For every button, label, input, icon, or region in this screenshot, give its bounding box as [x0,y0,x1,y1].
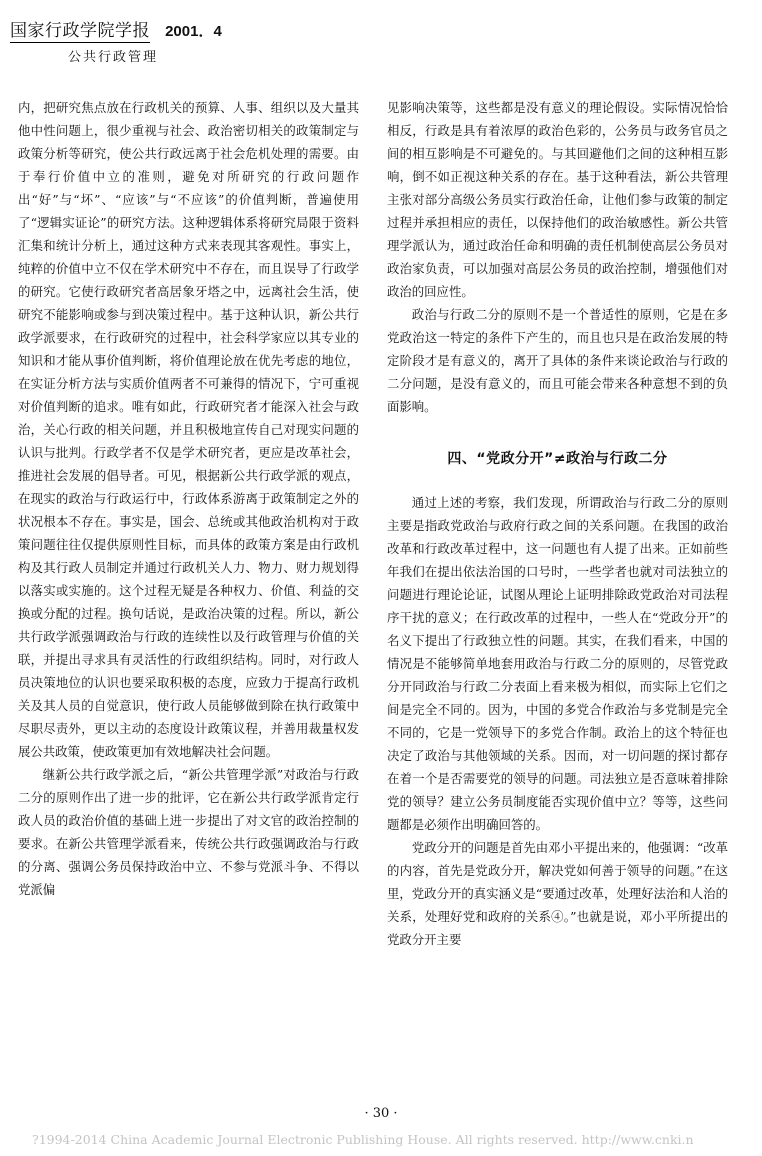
right-column [387,96,728,951]
issue-number: 2001．4 [165,23,222,40]
paragraph: 见影响决策等，这些都是没有意义的理论假设。实际情况恰恰相反，行政是具有着浓厚的政治色彩的，公务员与政务官员之间的相互影响是不可避免的。与其回避他们之间的这种相互影响，倒不如正视这种关系的存在。基于这种看法，新公共管理主张对部分高级公务员实行政治任命，让他们参与政策的制定过程并承担相应的责任，以保持他们的政治敏感性。新公共管理学派认为，通过政治任命和明确的责任机制使高层公务员对政治家负责，可以加强对高层公务员的政治控制，增强他们对政治的回应性。 [387,100,728,299]
page-number: · 30 · [364,1106,398,1121]
paragraph: 通过上述的考察，我们发现，所谓政治与行政二分的原则主要是指政党政治与政府行政之间的关系问题。在我国的政治改革和行政改革过程中，这一问题也有人提了出来。正如前些年我们在提出依法治国的口号时，一些学者也就对司法独立的问题进行理论论证，试图从理论上证明排除政党政治对司法程序干扰的意义；在行政改革的过程中，一些人在“党政分开”的名义下提出了行政独立性的问题。其实，在我们看来，中国的情况是不能够简单地套用政治与行政二分的原则的，尽管党政分开同政治与行政二分表面上看来极为相似，而实际上它们之间是完全不同的。因为，中国的多党合作政治与多党制是完全不同的，它是一党领导下的多党合作制。政治上的这个特征也决定了政治与其他领域的关系。因而，对一切问题的探讨都存在着一个是否需要党的领导的问题。司法独立是否意味着排除党的领导？建立公务员制度能否实现价值中立？等等，这些问题都是必须作出明确回答的。 [387,495,728,832]
section-label: 公共行政管理 [68,50,159,65]
paragraph: 继新公共行政学派之后，“新公共管理学派”对政治与行政二分的原则作出了进一步的批评，它在新公共行政学派肯定行政人员的政治价值的基础上进一步提出了对文官的政治控制的要求。在新公共管理学派看来，传统公共行政强调政治与行政的分离、强调公务员保持政治中立、不参与党派斗争、不得以党派偏 [18,767,359,897]
copyright-watermark: ?1994-2014 China Academic Journal Electronic Publishing House. All rights reserved. http://www.cnki.n [32,1132,694,1147]
journal-title: 国家行政学院学报 [10,16,150,43]
paragraph: 内，把研究焦点放在行政机关的预算、人事、组织以及大量其他中性问题上，很少重视与社会、政治密切相关的政策制定与政策分析等研究，使公共行政远离于社会危机处理的需要。由于奉行价值中立的准则，避免对所研究的行政问题作出“好”与“坏”、“应该”与“不应该”的价值判断，普遍使用了“逻辑实证论”的研究方法。这种逻辑体系将研究局限于资料汇集和统计分析上，通过这种方式来表现其客观性。事实上，纯粹的价值中立不仅在学术研究中不存在，而且误导了行政学的研究。它使行政研究者高居象牙塔之中，远离社会生活，使研究不能影响或参与到决策过程中。基于这种认识，新公共行政学派要求，在行政研究的过程中，社会科学家应以其专业的知识和才能从事价值判断，将价值理论放在优先考虑的地位，在实证分析方法与实质价值两者不可兼得的情况下，宁可重视对价值判断的追求。唯有如此，行政研究者才能深入社会与政治，关心行政的相关问题，并且积极地宣传自己对现实问题的认识与批判。行政学者不仅是学术研究者，更应是改革社会，推进社会发展的倡导者。可见，根据新公共行政学派的观点，在现实的政治与行政运行中，行政体系游离于政策制定之外的状况根本不存在。事实是，国会、总统或其他政治机构对于政策问题往往仅提供原则性目标，而具体的政策方案是由行政机构及其行政人员制定并通过行政机关人力、物力、财力规划得以落实或实施的。这个过程无疑是各种权力、价值、利益的交换或分配的过程。换句话说，是政治决策的过程。所以，新公共行政学派强调政治与行政的连续性以及行政管理与价值的关联，并提出寻求具有灵活性的行政组织结构。同时，对行政人员决策地位的认识也要采取积极的态度，应致力于提高行政机关及其人员的自觉意识，使行政人员能够做到除在执行政策中尽职尽责外，更以主动的态度设计政策议程，并善用裁量权发展公共政策，使政策更加有效地解决社会问题。 [18,100,359,759]
paragraph: 党政分开的问题是首先由邓小平提出来的，他强调：“改革的内容，首先是党政分开，解决党如何善于领导的问题。”在这里，党政分开的真实涵义是“要通过改革，处理好法治和人治的关系，处理好党和政府的关系④。”也就是说，邓小平所提出的党政分开主要 [387,840,728,947]
left-column [18,96,359,901]
running-header [10,16,222,65]
paragraph: 政治与行政二分的原则不是一个普适性的原则，它是在多党政治这一特定的条件下产生的，而且也只是在政治发展的特定阶段才是有意义的，离开了具体的条件来谈论政治与行政的二分问题，是没有意义的，而且可能会带来各种意想不到的负面影响。 [387,307,728,414]
section-heading: 四、“党政分开”≠政治与行政二分 [447,451,668,467]
